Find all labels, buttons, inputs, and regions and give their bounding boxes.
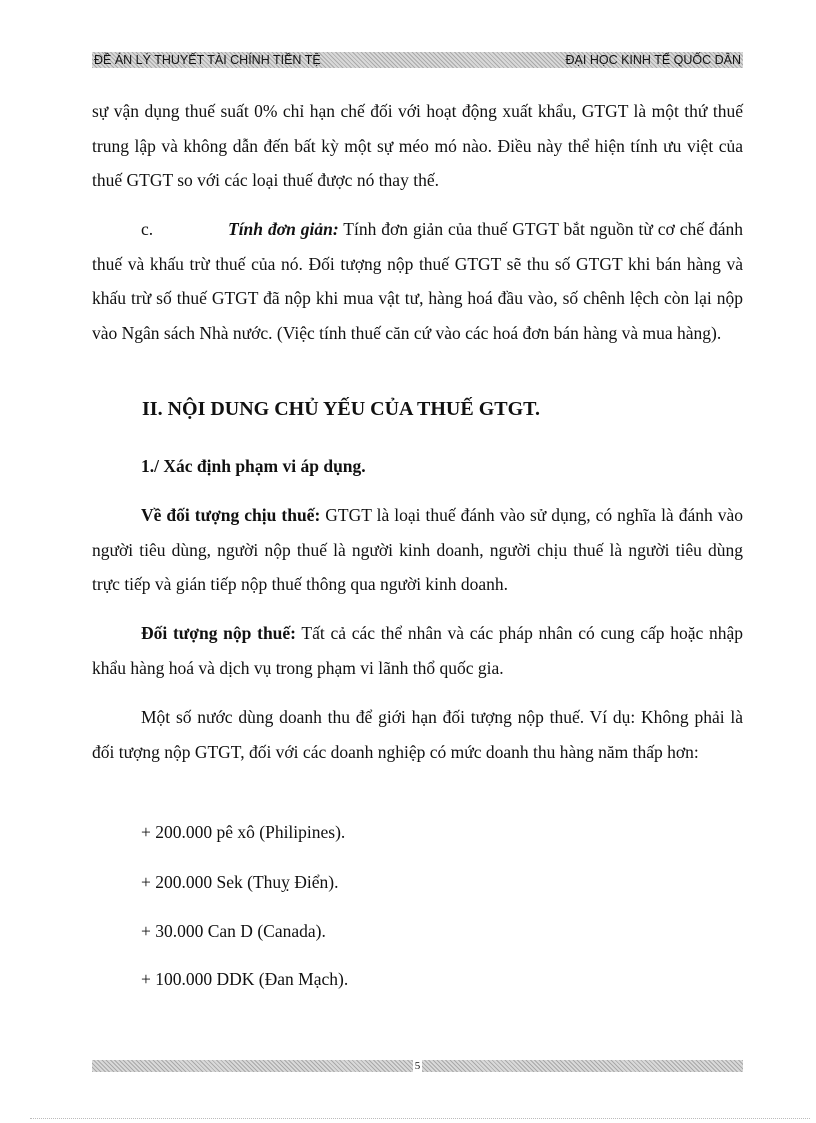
subheading: 1./ Xác định phạm vi áp dụng. <box>141 456 366 476</box>
header-left-title: ĐỀ ÁN LÝ THUYẾT TÀI CHÍNH TIỀN TỆ <box>94 53 321 67</box>
list-label-c: c. <box>141 219 154 239</box>
list-item: + 30.000 Can D (Canada). <box>141 921 326 941</box>
simplicity-text: Tính đơn giản của thuế GTGT bắt nguồn từ cơ chế đánh thuế và khấu trừ thuế của nó. Đối tượng nộp thuế GTGT sẽ thu số GTGT khi bán hàng và khấu trừ số thuế GTGT đã nộp khi mua vật tư, hàng hoá đầu vào, số chênh lệch còn lại nộp vào Ngân sách Nhà nước. (Việc tính thuế căn cứ vào các hoá đơn bán hàng và mua hàng). <box>92 219 743 343</box>
paragraph-continuation: sự vận dụng thuế suất 0% chỉ hạn chế đối với hoạt động xuất khẩu, GTGT là một thứ thuế trung lập và không dẫn đến bất kỳ một sự méo mó nào. Điều này thể hiện tính ưu việt của thuế GTGT so với các loại thuế được nó thay thế. <box>92 101 743 190</box>
section-heading: II. NỘI DUNG CHỦ YẾU CỦA THUẾ GTGT. <box>142 398 541 420</box>
paragraph-taxpayer <box>92 616 743 685</box>
paragraph-taxable-object <box>92 498 743 602</box>
taxable-object-text: GTGT là loại thuế đánh vào sử dụng, có nghĩa là đánh vào người tiêu dùng, người nộp thuế là người kinh doanh, người chịu thuế là người tiêu dùng trực tiếp và gián tiếp nộp thuế thông qua người kinh doanh. <box>92 505 743 594</box>
page-bottom-divider <box>30 1118 810 1119</box>
simplicity-title: Tính đơn giản: <box>228 219 339 239</box>
taxpayer-text: Tất cả các thể nhân và các pháp nhân có cung cấp hoặc nhập khẩu hàng hoá và dịch vụ trong phạm vi lãnh thổ quốc gia. <box>92 623 744 678</box>
list-item: + 200.000 pê xô (Philipines). <box>141 822 346 842</box>
page-footer <box>92 1060 743 1072</box>
taxable-object-title: Về đối tượng chịu thuế: <box>141 505 321 525</box>
paragraph-simplicity <box>92 212 743 350</box>
taxpayer-title: Đối tượng nộp thuế: <box>141 623 297 643</box>
list-item: + 100.000 DDK (Đan Mạch). <box>141 969 349 989</box>
page-header <box>92 52 743 68</box>
paragraph-revenue-threshold: Một số nước dùng doanh thu để giới hạn đối tượng nộp thuế. Ví dụ: Không phải là đối tượng nộp GTGT, đối với các doanh nghiệp có mức doanh thu hàng năm thấp hơn: <box>92 707 743 762</box>
page-number: 5 <box>414 1060 421 1072</box>
header-right-title: ĐẠI HỌC KINH TẾ QUỐC DÂN <box>565 53 741 67</box>
list-item: + 200.000 Sek (Thuỵ Điển). <box>141 872 339 892</box>
